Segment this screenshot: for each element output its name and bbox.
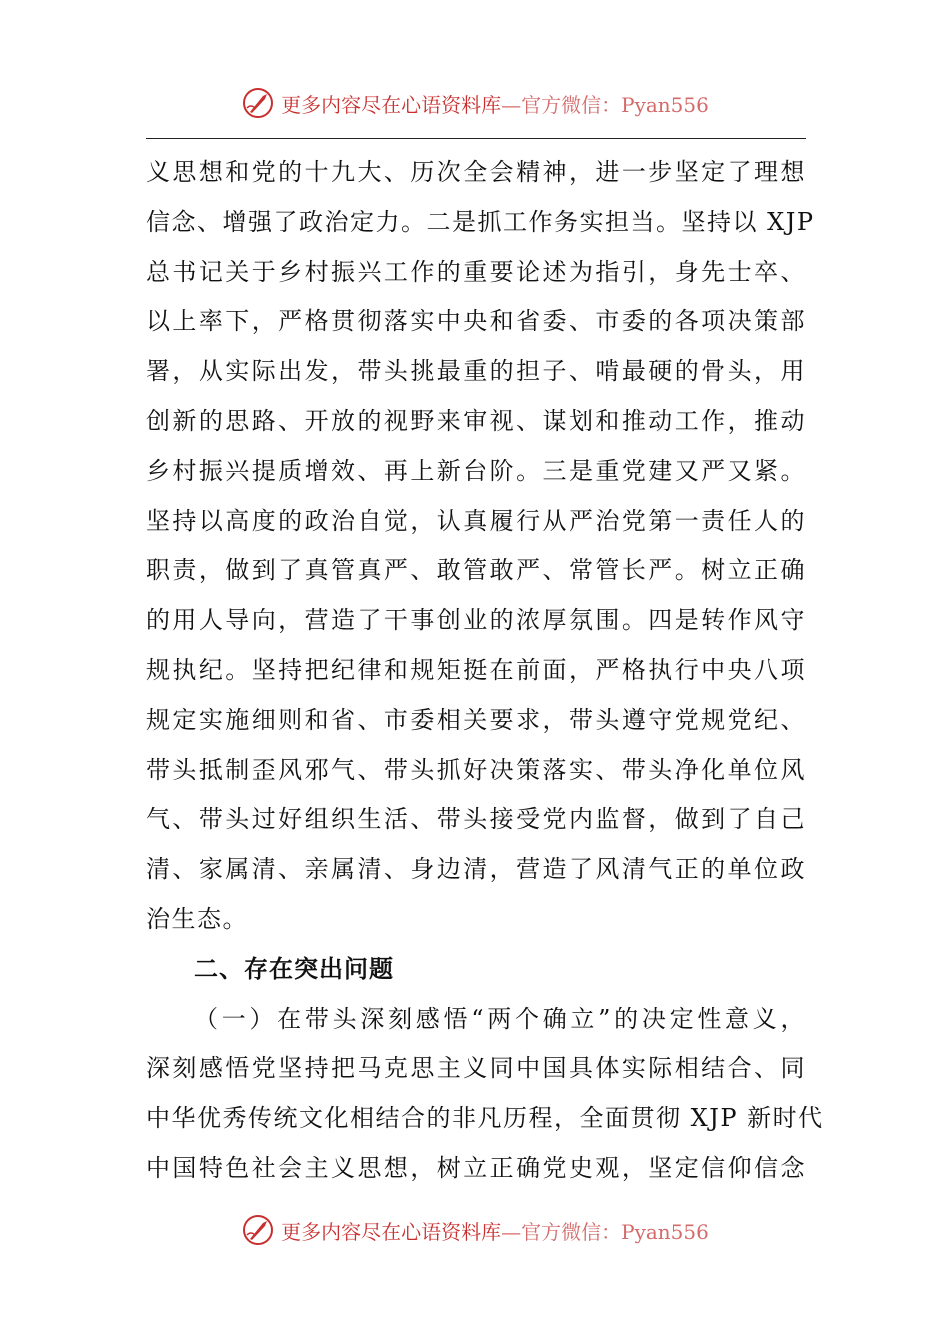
quill-logo-icon <box>241 86 275 120</box>
watermark-text: 更多内容尽在心语资料库—官方微信：Pyan556 <box>281 1219 709 1244</box>
footer-watermark <box>0 1210 950 1250</box>
body-line: 坚持以高度的政治自觉，认真履行从严治党第一责任人的 <box>146 506 806 535</box>
body-line: 气、带头过好组织生活、带头接受党内监督，做到了自己 <box>146 805 806 834</box>
body-line: 治生态。 <box>146 904 248 933</box>
body-line: 创新的思路、开放的视野来审视、谋划和推动工作，推动 <box>146 406 806 435</box>
document-body <box>146 148 824 1194</box>
body-line: 的用人导向，营造了干事创业的浓厚氛围。四是转作风守 <box>146 606 806 635</box>
body-line: 以上率下，严格贯彻落实中央和省委、市委的各项决策部 <box>146 307 806 336</box>
body-line: 信念、增强了政治定力。二是抓工作务实担当。坚持以 XJP <box>146 207 815 236</box>
body-line: 署，从实际出发，带头挑最重的担子、啃最硬的骨头，用 <box>146 357 806 386</box>
quill-logo-icon <box>241 1213 275 1247</box>
body-line: 义思想和党的十九大、历次全会精神，进一步坚定了理想 <box>146 158 806 186</box>
section-line: 中国特色社会主义思想，树立正确党史观，坚定信仰信念 <box>146 1153 806 1182</box>
body-line: 总书记关于乡村振兴工作的重要论述为指引，身先士卒、 <box>146 257 806 286</box>
header-divider <box>146 138 806 139</box>
section-line: 深刻感悟党坚持把马克思主义同中国具体实际相结合、同 <box>146 1054 806 1083</box>
watermark-text: 更多内容尽在心语资料库—官方微信：Pyan556 <box>281 92 709 117</box>
body-line: 带头抵制歪风邪气、带头抓好决策落实、带头净化单位风 <box>146 755 806 784</box>
body-line: 规定实施细则和省、市委相关要求，带头遵守党规党纪、 <box>146 705 806 734</box>
section-heading: 二、存在突出问题 <box>194 954 394 983</box>
body-line: 规执纪。坚持把纪律和规矩挺在前面，严格执行中央八项 <box>146 655 806 684</box>
body-line: 职责，做到了真管真严、敢管敢严、常管长严。树立正确 <box>146 556 806 585</box>
body-line: 乡村振兴提质增效、再上新台阶。三是重党建又严又紧。 <box>146 456 806 485</box>
section-line: （一）在带头深刻感悟“两个确立”的决定性意义， <box>194 1004 806 1033</box>
body-line: 清、家属清、亲属清、身边清，营造了风清气正的单位政 <box>146 855 806 884</box>
section-line: 中华优秀传统文化相结合的非凡历程，全面贯彻 XJP 新时代 <box>146 1104 824 1133</box>
header-watermark <box>0 83 950 123</box>
